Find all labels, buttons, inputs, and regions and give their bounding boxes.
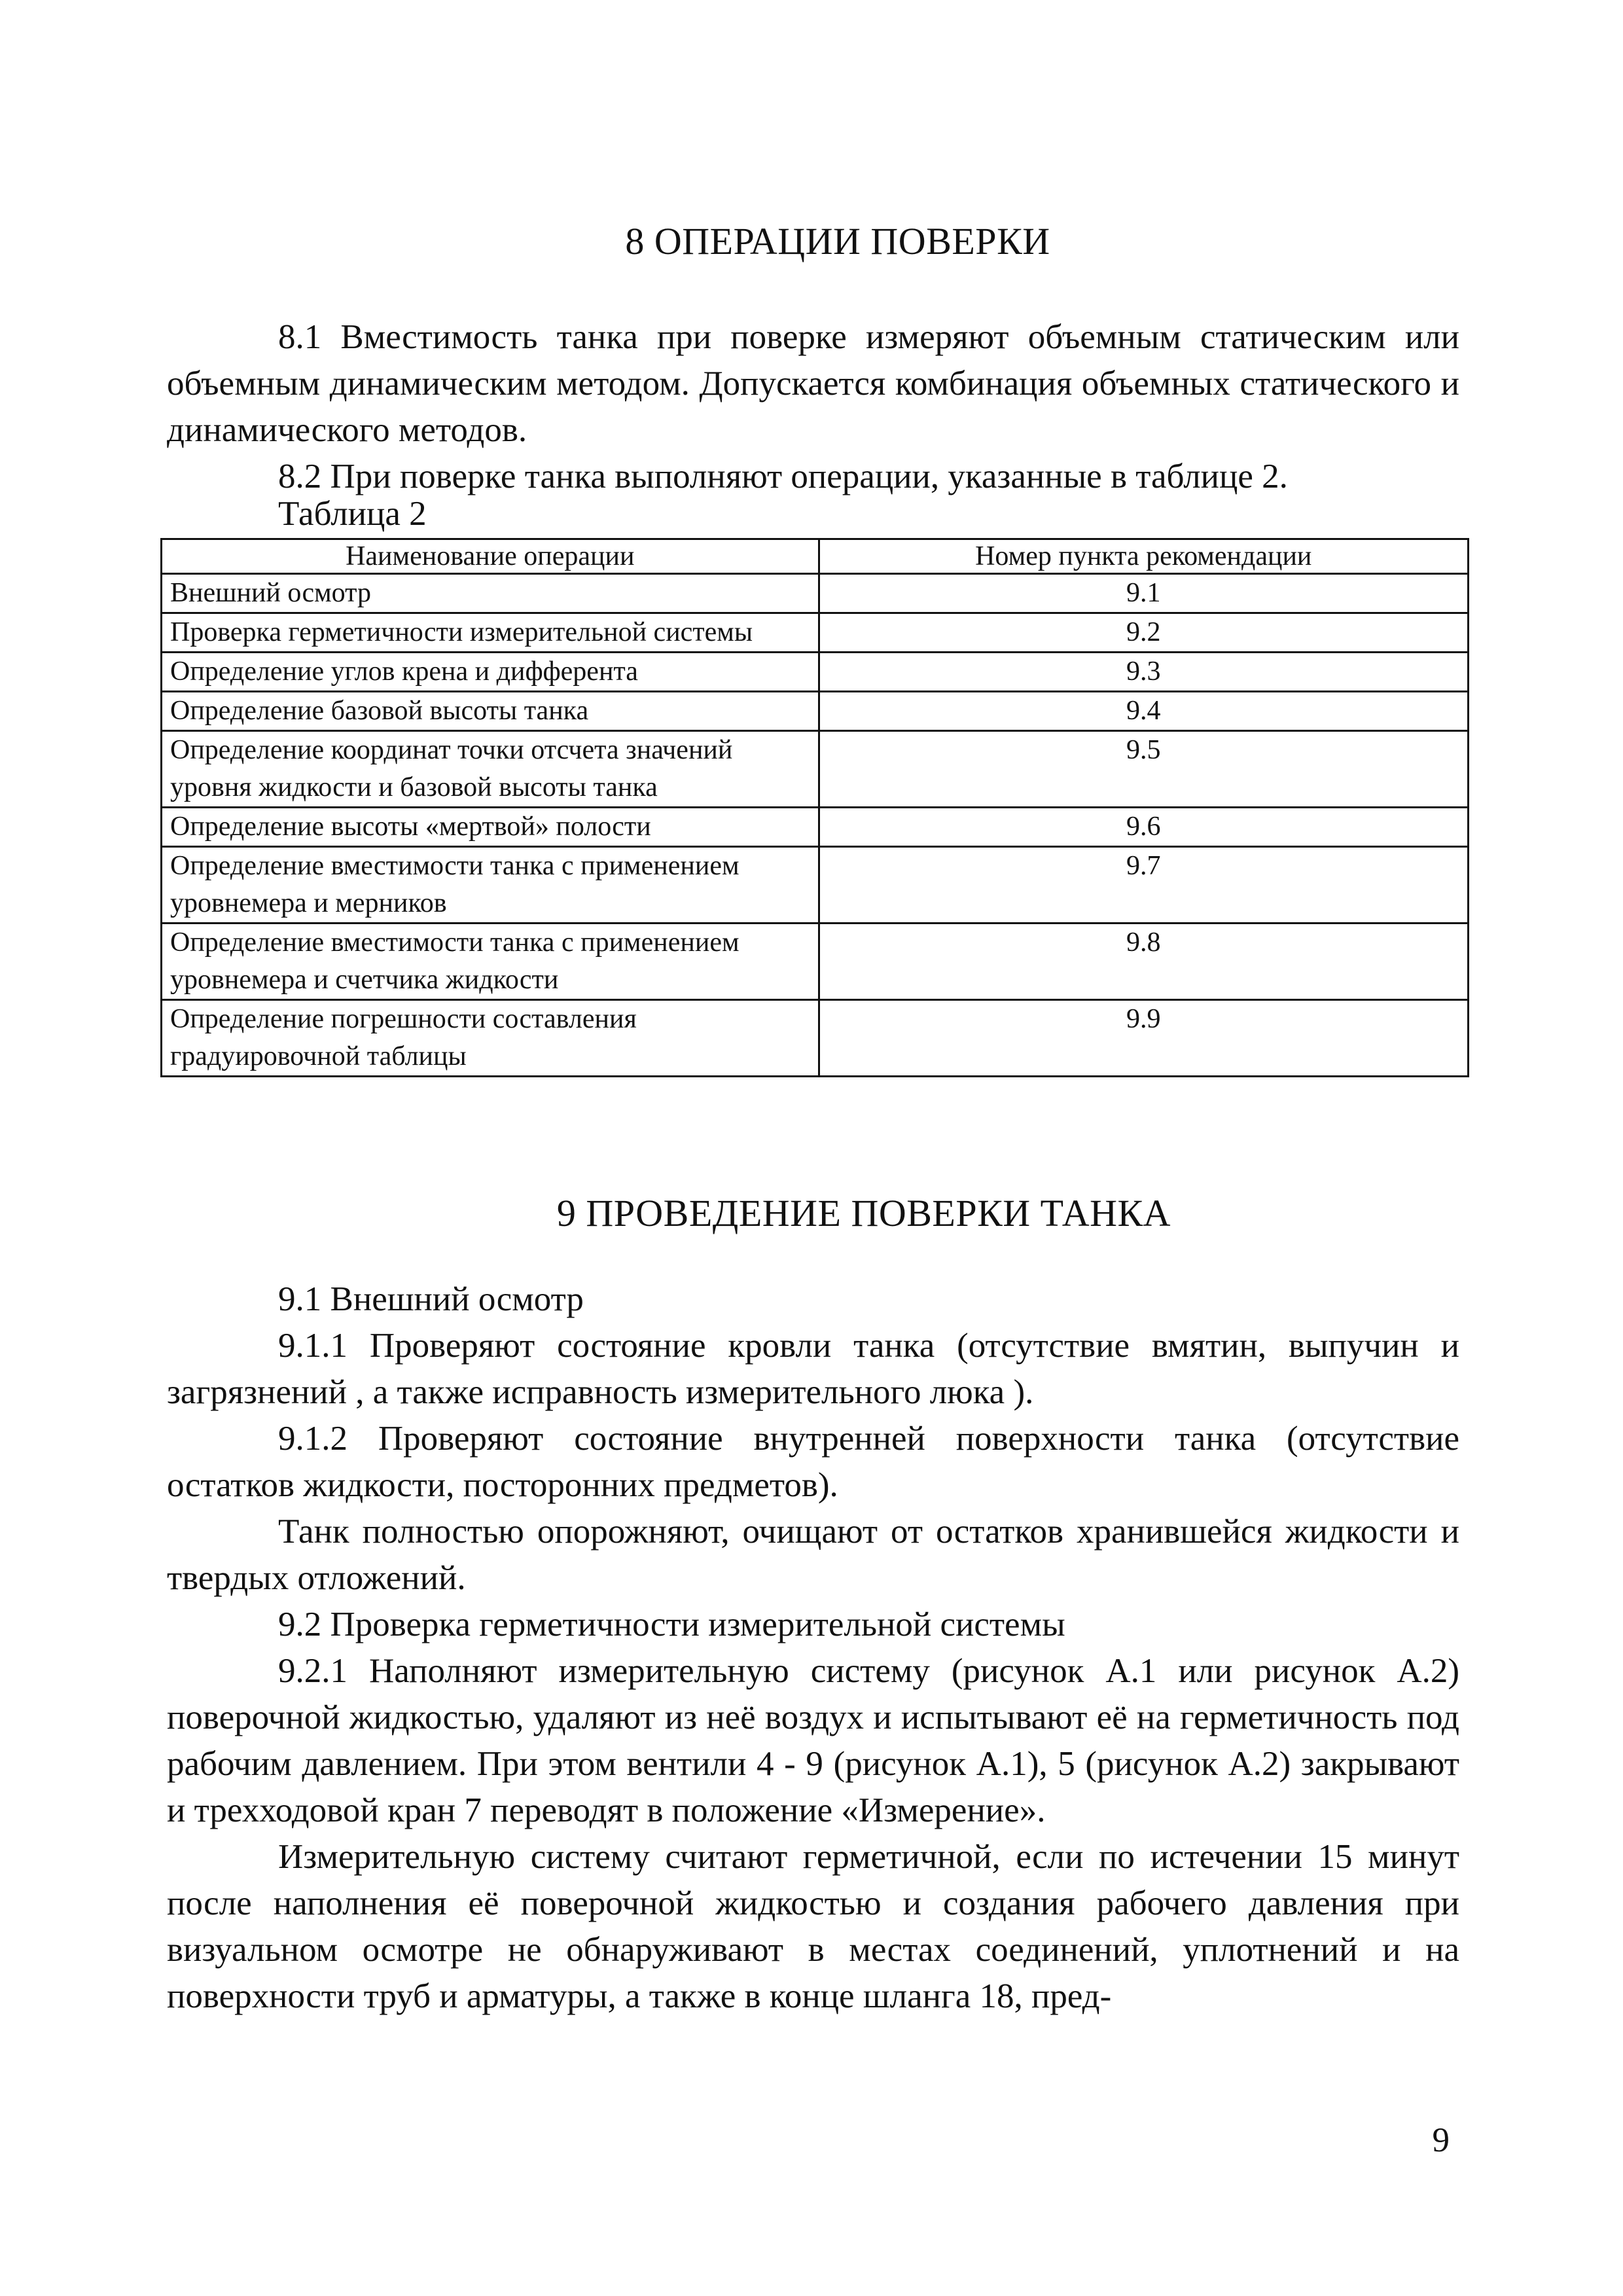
column-header-operation: Наименование операции xyxy=(162,539,819,574)
table-caption: Таблица 2 xyxy=(278,495,427,533)
clause-number: 9.1 xyxy=(819,574,1468,613)
section-8-text xyxy=(167,314,1459,500)
table-row xyxy=(162,692,1469,731)
column-header-clause: Номер пункта рекомендации xyxy=(819,539,1468,574)
paragraph-9-1-2: 9.1.2 Проверяют состояние внутренней поверхности танка (отсутствие остатков жидкости, посторонних предметов). xyxy=(167,1420,1459,1504)
operation-name: Определение высоты «мертвой» полости xyxy=(162,808,819,847)
paragraph-tightness-criteria: Измерительную систему считают герметичной, если по истечении 15 минут после наполнения её поверочной жидкостью и создания рабочего давления при визуальном осмотре не обнаруживают в местах соединений, уплотнений и на поверхности труб и арматуры, а также в конце шланга 18, пред- xyxy=(167,1838,1459,2015)
table-row xyxy=(162,653,1469,692)
clause-number: 9.6 xyxy=(819,808,1468,847)
paragraph-9-2-1: 9.2.1 Наполняют измерительную систему (рисунок А.1 или рисунок А.2) поверочной жидкостью, удаляют из неё воздух и испытывают её на герметичность под рабочим давлением. При этом вентили 4 - 9 (рисунок А.1), 5 (рисунок А.2) закрывают и трехходовой кран 7 переводят в положение «Измерение». xyxy=(167,1652,1459,1829)
clause-number: 9.7 xyxy=(819,847,1468,924)
clause-number: 9.5 xyxy=(819,731,1468,808)
operation-name: Определение вместимости танка с применением уровнемера и счетчика жидкости xyxy=(162,924,819,1000)
operation-name: Определение погрешности составления градуировочной таблицы xyxy=(162,1000,819,1077)
table-header-row xyxy=(162,539,1469,574)
section-8-title: 8 ОПЕРАЦИИ ПОВЕРКИ xyxy=(625,220,1050,262)
operation-name: Определение координат точки отсчета значений уровня жидкости и базовой высоты танка xyxy=(162,731,819,808)
section-9-text xyxy=(167,1276,1459,2020)
clause-number: 9.3 xyxy=(819,653,1468,692)
clause-number: 9.8 xyxy=(819,924,1468,1000)
table-row xyxy=(162,1000,1469,1077)
paragraph-8-1: 8.1 Вместимость танка при поверке измеряют объемным статическим или объемным динамическим методом. Допускается комбинация объемных статического и динамического методов. xyxy=(167,318,1459,449)
clause-number: 9.2 xyxy=(819,613,1468,653)
paragraph-8-2: 8.2 При поверке танка выполняют операции, указанные в таблице 2. xyxy=(278,457,1288,495)
operation-name: Проверка герметичности измерительной системы xyxy=(162,613,819,653)
paragraph-9-1-1: 9.1.1 Проверяют состояние кровли танка (отсутствие вмятин, выпучин и загрязнений , а также исправность измерительного люка ). xyxy=(167,1327,1459,1411)
table-row xyxy=(162,731,1469,808)
operation-name: Определение углов крена и дифферента xyxy=(162,653,819,692)
table-row xyxy=(162,924,1469,1000)
operation-name: Определение базовой высоты танка xyxy=(162,692,819,731)
table-row xyxy=(162,808,1469,847)
clause-number: 9.4 xyxy=(819,692,1468,731)
paragraph-9-1: 9.1 Внешний осмотр xyxy=(278,1280,584,1318)
paragraph-tank-cleaning: Танк полностью опорожняют, очищают от остатков хранившейся жидкости и твердых отложений. xyxy=(167,1513,1459,1597)
operation-name: Внешний осмотр xyxy=(162,574,819,613)
section-9-title: 9 ПРОВЕДЕНИЕ ПОВЕРКИ ТАНКА xyxy=(556,1192,1171,1234)
table-row xyxy=(162,574,1469,613)
table-row xyxy=(162,613,1469,653)
clause-number: 9.9 xyxy=(819,1000,1468,1077)
page-number: 9 xyxy=(1432,2121,1450,2159)
operations-table xyxy=(160,538,1469,1077)
paragraph-9-2: 9.2 Проверка герметичности измерительной системы xyxy=(278,1605,1065,1643)
operation-name: Определение вместимости танка с применением уровнемера и мерников xyxy=(162,847,819,924)
table-row xyxy=(162,847,1469,924)
